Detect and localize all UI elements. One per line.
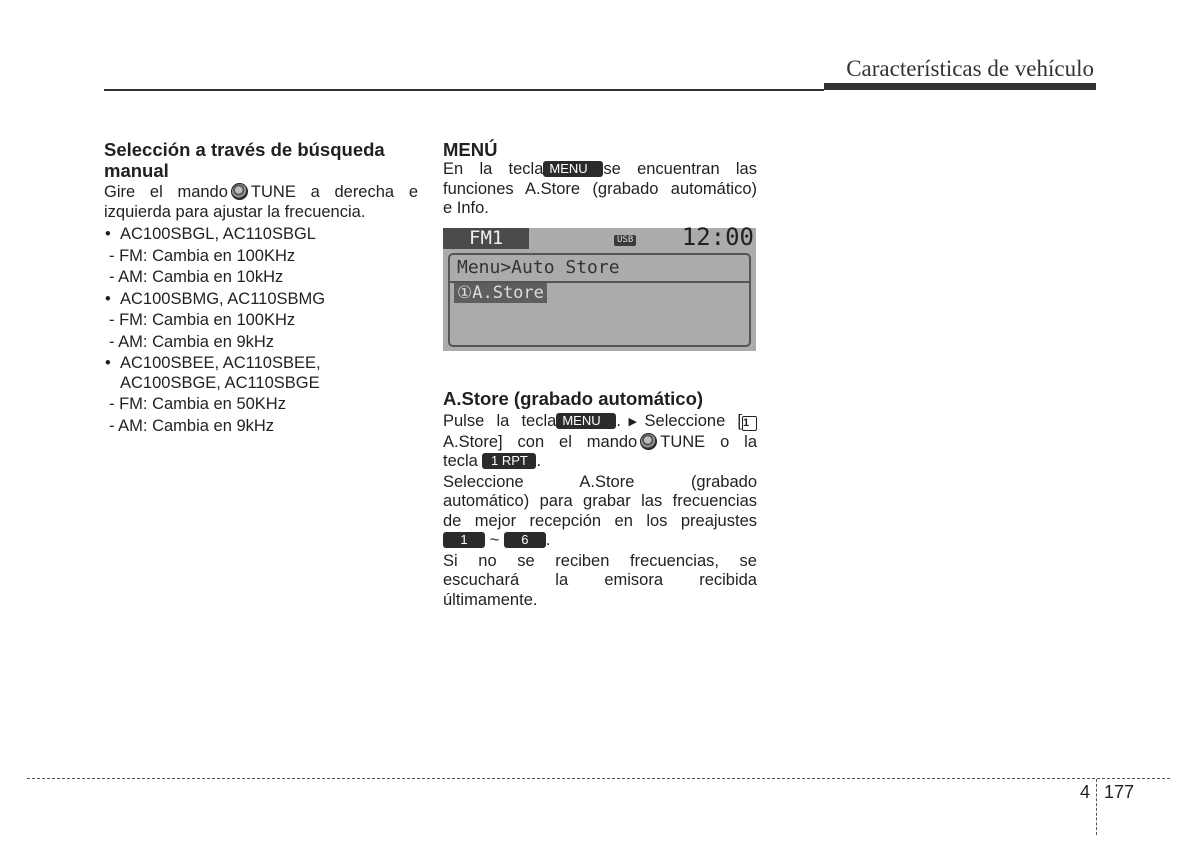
menu-key: MENU bbox=[556, 413, 616, 429]
astore-text: A.Store] con el mando bbox=[443, 432, 638, 451]
manual-search-intro-line2: izquierda para ajustar la frecuencia. bbox=[104, 202, 366, 221]
preset-key-6: 6 bbox=[504, 532, 546, 548]
am-step: - AM: Cambia en 9kHz bbox=[109, 332, 275, 351]
astore-text: TUNE o la bbox=[660, 432, 758, 451]
astore-section bbox=[443, 388, 757, 610]
bullet-icon: • bbox=[105, 225, 111, 243]
am-step: - AM: Cambia en 9kHz bbox=[109, 416, 275, 435]
chapter-number: 4 bbox=[1080, 782, 1091, 802]
manual-search-intro-line1 bbox=[104, 183, 418, 203]
fm-step: - FM: Cambia en 100KHz bbox=[109, 311, 296, 329]
intro-text: TUNE a derecha e bbox=[250, 183, 418, 201]
menu-text: se encuentran las bbox=[603, 160, 757, 178]
display-menu-screen bbox=[448, 253, 751, 347]
arrow-right-icon: ▶ bbox=[620, 416, 645, 428]
model-group bbox=[104, 290, 418, 310]
bullet-icon: • bbox=[105, 289, 111, 308]
model-group bbox=[104, 354, 418, 374]
astore-text: Seleccione [ bbox=[644, 412, 743, 430]
menu-heading: MENÚ bbox=[443, 139, 498, 160]
menu-key: MENU bbox=[543, 161, 603, 177]
astore-p2-line2: automático) para grabar las frecuencias bbox=[443, 492, 757, 510]
model-list-cont: AC100SBGE, AC110SBGE bbox=[120, 373, 320, 392]
model-list: AC100SBMG, AC110SBMG bbox=[120, 289, 326, 308]
page-header-title: Características de vehículo bbox=[846, 56, 1094, 81]
left-column bbox=[104, 139, 418, 436]
astore-p2-line3: de mejor recepción en los preajustes bbox=[443, 511, 757, 530]
manual-search-heading: Selección a través de búsqueda manual bbox=[104, 139, 385, 181]
display-menu-item: ①A.Store bbox=[454, 283, 547, 303]
fm-step: - FM: Cambia en 100KHz bbox=[109, 246, 296, 265]
header-rule bbox=[104, 89, 824, 91]
radio-display bbox=[443, 223, 756, 351]
astore-text: . bbox=[545, 531, 551, 549]
footer-divider bbox=[1096, 779, 1097, 835]
display-band: FM1 bbox=[443, 228, 529, 249]
tune-knob-icon bbox=[640, 433, 657, 450]
astore-p3-line3: últimamente. bbox=[443, 590, 538, 609]
fm-step: - FM: Cambia en 50KHz bbox=[109, 395, 286, 413]
preset-number-icon: 1 bbox=[742, 416, 757, 431]
menu-text-line2: funciones A.Store (grabado automático) bbox=[443, 179, 757, 198]
menu-text-line3: e Info. bbox=[443, 199, 489, 217]
preset-key-1: 1 bbox=[443, 532, 485, 548]
menu-text: En la tecla bbox=[443, 160, 544, 178]
display-status-bar bbox=[443, 223, 756, 251]
astore-p2-line1: Seleccione A.Store (grabado bbox=[443, 472, 757, 491]
astore-p3-line1: Si no se reciben frecuencias, se bbox=[443, 551, 757, 570]
model-list: AC100SBGL, AC110SBGL bbox=[120, 225, 316, 243]
rpt-key: 1 RPT bbox=[482, 453, 536, 469]
model-group bbox=[104, 225, 418, 245]
model-list: AC100SBEE, AC110SBEE, bbox=[120, 354, 321, 372]
usb-badge-icon: USB bbox=[614, 235, 636, 246]
astore-line1 bbox=[443, 412, 757, 433]
astore-text: . bbox=[616, 412, 621, 430]
astore-p2-line4 bbox=[443, 531, 757, 551]
astore-text: . bbox=[536, 452, 542, 470]
astore-text: tecla bbox=[443, 452, 478, 470]
am-step: - AM: Cambia en 10kHz bbox=[109, 268, 284, 286]
tune-knob-icon bbox=[231, 183, 248, 200]
menu-text-line1 bbox=[443, 160, 757, 180]
header-rule-accent bbox=[824, 83, 1096, 90]
range-tilde: ~ bbox=[489, 531, 500, 549]
page-number: 177 bbox=[1104, 782, 1135, 802]
astore-p3-line2: escuchará la emisora recibida bbox=[443, 571, 757, 589]
astore-text: Pulse la tecla bbox=[443, 412, 557, 430]
footer-rule bbox=[27, 778, 1170, 779]
astore-line3 bbox=[443, 452, 757, 472]
middle-column bbox=[443, 139, 757, 219]
display-menu-title: Menu>Auto Store bbox=[457, 257, 620, 278]
astore-line2 bbox=[443, 433, 757, 453]
astore-heading: A.Store (grabado automático) bbox=[443, 388, 704, 409]
display-clock: 12:00 bbox=[681, 223, 754, 251]
bullet-icon: • bbox=[105, 354, 111, 372]
intro-text: Gire el mando bbox=[104, 183, 228, 201]
